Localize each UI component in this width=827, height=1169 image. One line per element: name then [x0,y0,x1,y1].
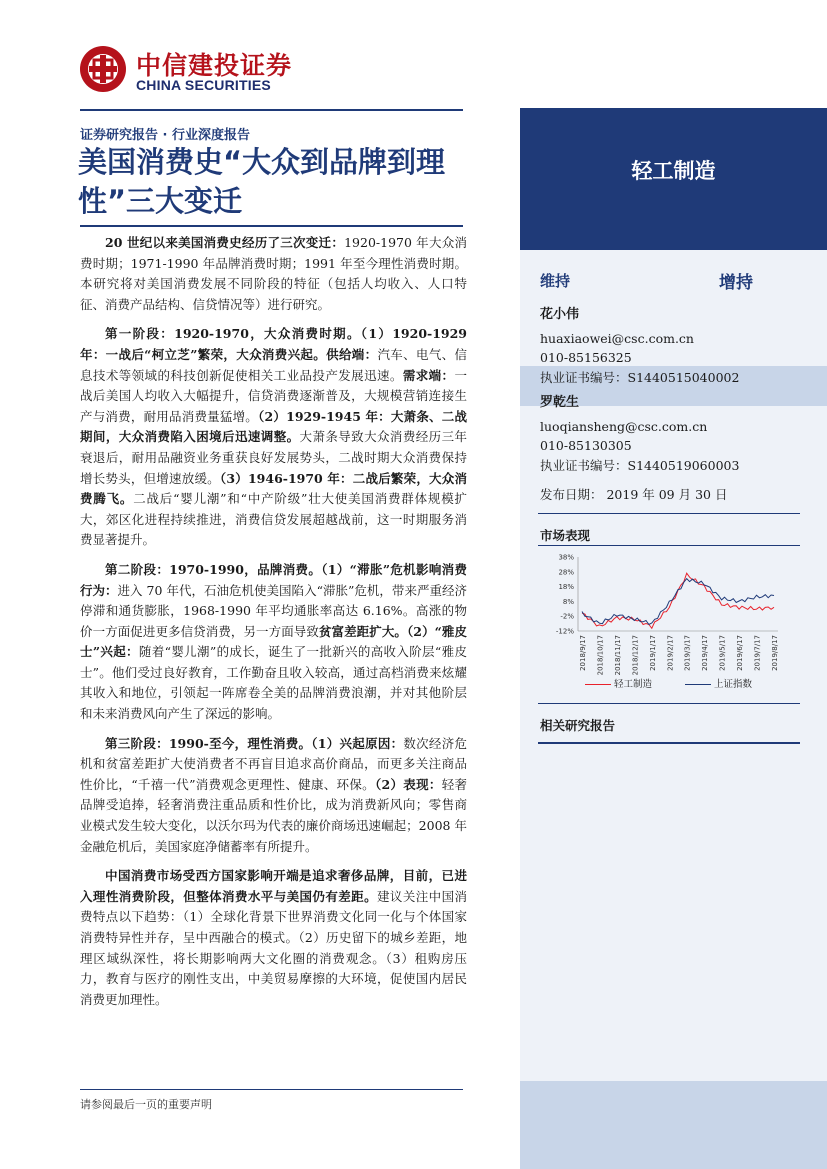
market-performance-title: 市场表现 [540,528,591,543]
body-text: 进入 70 年代，石油危机使美国陷入“滞胀”危机，带来严重经济停滞和通货膨胀，1968-1990 年平均通胀率高达 6.16%。高涨的物价一方面促进更多信贷消费，另一方面导致 [80,582,467,639]
brand-name-en: CHINA SECURITIES [136,77,271,93]
body-text: 大萧条导致大众消费经历三年衰退后，耐用品融资业务重获良好发展势头，二战时期大众消费保持增长势头，但增速放缓。 [80,429,467,486]
analyst-block-1 [540,305,739,387]
publish-date: 发布日期： 2019 年 09 月 30 日 [540,487,728,502]
emphasis-text: 贫富差距扩大。（2）“雅皮士”兴起： [80,623,467,660]
title-divider [80,225,463,227]
legend-swatch [685,684,711,685]
y-tick-label: -12% [555,627,574,636]
sidebar-divider [538,742,800,744]
body-text: 轻奢品牌受追捧，轻奢消费注重品质和性价比，成为消费新风向；零售商业模式发生较大变化，以沃尔玛为代表的廉价商场迅速崛起；2008 年金融危机后，美国家庭净储蓄率有所提升。 [80,776,467,854]
emphasis-text: 第一阶段：1920-1970，大众消费时期。（1）1920-1929 年：一战后“柯立芝”繁荣，大众消费兴起。供给端： [80,326,467,362]
emphasis-text: 20 世纪以来美国消费史经历了三次变迁： [105,235,345,250]
body-text: 数次经济危机和贫富差距扩大使消费者不再盲目追求高价商品，而更多关注商品性价比，“千禧一代”消费观念更理性、健康、环保。 [80,735,467,792]
summary-paragraph [80,734,467,858]
x-tick-label: 2018/9/17 [579,635,587,671]
sector-name: 轻工制造 [631,159,716,183]
analyst-name: 花小伟 [540,307,580,322]
emphasis-text: （2）1929-1945 年：大萧条、二战期间，大众消费陷入困境后迅速调整。 [80,408,467,445]
body-text: 1920-1970 年大众消费时期；1971-1990 年品牌消费时期；1991 年至今理性消费时期。本研究将对美国消费发展不同阶段的特征（包括人均收入、人口特征、消费产品结构、信贷情况等）进行研究。 [80,235,467,312]
brand-name-cn: 中信建投证券 [136,51,293,80]
sidebar-divider [538,703,800,704]
header-divider [80,109,463,111]
x-tick-label: 2019/5/17 [718,635,727,671]
legend-label: 上证指数 [714,679,753,690]
body-text: 一战后美国人均收入大幅提升，信贷消费逐渐普及，大规模营销连接生产与消费，耐用品消费量猛增。 [80,367,467,424]
legend-item-index [685,676,752,690]
footer-divider [80,1089,463,1090]
rating-value: 增持 [719,273,753,293]
analyst-email: huaxiaowei@csc.com.cn [540,330,694,346]
emphasis-text: 需求端： [402,367,455,383]
summary-paragraph [80,560,467,725]
sidebar-divider [538,513,800,514]
summary-paragraph [80,866,467,1010]
report-title: 美国消费史“大众到品牌到理性”三大变迁 [78,145,446,218]
emphasis-text: 第二阶段：1970-1990，品牌消费。（1）“滞胀”危机影响消费行为： [80,561,467,598]
legend-label: 轻工制造 [614,679,653,690]
brand-logo [78,44,378,96]
analyst-name: 罗乾生 [540,395,580,410]
series-line-2 [582,579,774,625]
summary-paragraph [80,233,467,315]
related-reports-title: 相关研究报告 [540,718,616,733]
emphasis-text: 第三阶段：1990-至今，理性消费。（1）兴起原因： [105,735,404,751]
x-tick-label: 2019/7/17 [753,635,762,671]
legend-swatch [585,684,611,685]
x-tick-label: 2019/3/17 [683,635,692,671]
x-tick-label: 2019/8/17 [771,635,779,671]
y-tick-label: 38% [558,553,574,562]
report-type: 证券研究报告 · 行业深度报告 [80,128,250,143]
analyst-email: luoqiansheng@csc.com.cn [540,418,708,434]
x-tick-label: 2018/10/17 [596,635,605,676]
body-text: 二战后“婴儿潮”和“中产阶级”壮大使美国消费群体规模扩大，郊区化进程持续推进，消费信贷发展超越战前，这一时期服务消费显著提升。 [80,491,467,548]
analyst-phone: 010-85156325 [540,350,632,366]
x-tick-label: 2019/6/17 [736,635,745,671]
y-tick-label: 18% [558,583,574,592]
citic-logo-icon [78,44,128,94]
x-tick-label: 2018/11/17 [613,635,622,676]
analyst-cert: 执业证书编号：S1440515040002 [540,369,740,385]
body-text: 建议关注中国消费特点以下趋势：（1）全球化背景下世界消费文化同一化与个体国家消费特异性并存，呈中西融合的模式。（2）历史留下的城乡差距，地理区域纵深性，将长期影响两大文化圈的消费观念。（3）租购房压力，教育与医疗的刚性支出，中美贸易摩擦的大环境，促使国内居民消费更加理性。 [80,888,467,1007]
x-tick-label: 2019/2/17 [666,635,675,671]
sidebar-divider [538,545,800,546]
analyst-block-2 [540,393,739,475]
footer-disclaimer: 请参阅最后一页的重要声明 [80,1098,212,1111]
y-tick-label: -2% [560,612,574,621]
sidebar-footer-band [520,1081,827,1169]
legend-item-sector [585,676,652,690]
market-performance-chart [540,548,802,692]
report-summary [80,233,467,1019]
analyst-cert: 执业证书编号：S1440519060003 [540,457,740,473]
emphasis-text: （2）表现： [374,776,442,792]
x-tick-label: 2019/1/17 [648,635,657,671]
y-tick-label: 28% [558,568,574,577]
emphasis-text: 中国消费市场受西方国家影响开端是追求奢侈品牌，目前，已进入理性消费阶段，但整体消费水平与美国仍有差距。 [80,868,467,904]
body-text: 随着“婴儿潮”的成长，诞生了一批新兴的高收入阶层“雅皮士”。他们受过良好教育，工作勤奋且收入较高，通过高档消费来炫耀其收入和地位，引领起一阵席卷全美的品牌消费浪潮，并对其他阶层和未来消费风向产生了深远的影响。 [80,644,467,722]
x-tick-label: 2018/12/17 [631,635,640,676]
y-tick-label: 8% [562,597,574,606]
emphasis-text: （3）1946-1970 年：二战后繁荣，大众消费腾飞。 [80,470,467,507]
summary-paragraph [80,324,467,551]
body-text: 汽车、电气、信息技术等领域的科技创新促使相关工业品投产发展迅速。 [80,346,467,383]
rating-action: 维持 [540,272,571,290]
x-tick-label: 2019/4/17 [701,635,710,671]
analyst-phone: 010-85130305 [540,438,632,454]
